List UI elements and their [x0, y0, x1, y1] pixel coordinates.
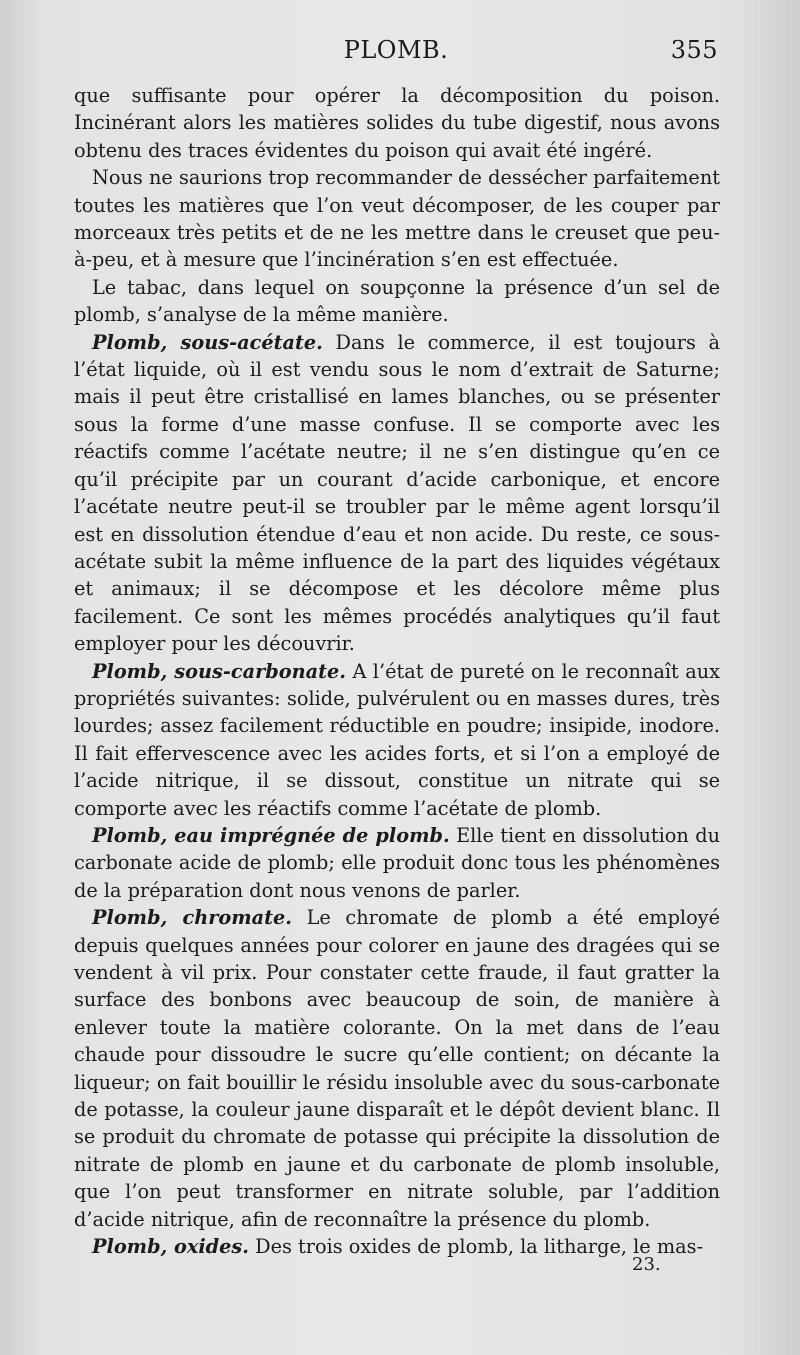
- paragraph-text: A l’état de pureté on le reconnaît aux propriétés suivantes: solide, pulvérulent ou en masses dures, très lourdes; assez facilement réductible en poudre; insipide, inodore. Il fait effervescence avec les acides forts, et si l’on a employé de l’acide nitrique, il se dissout, constitue un nitrate qui se comporte avec les réactifs comme l’acétate de plomb.: [74, 659, 720, 820]
- paragraph: [74, 904, 720, 1233]
- signature-mark: 23.: [632, 1254, 661, 1275]
- paragraph: [74, 274, 720, 329]
- paragraph: [74, 164, 720, 274]
- paragraph-text: Nous ne saurions trop recommander de dessécher parfaitement toutes les matières que l’on veut décomposer, de les couper par morceaux très petits et de ne les mettre dans le creuset que peu-à-peu, et à mesure que l’incinération s’en est effectuée.: [74, 166, 720, 272]
- entry-heading: Plomb, chromate.: [92, 906, 293, 930]
- paragraph: [74, 1233, 720, 1260]
- paragraph: [74, 82, 720, 164]
- entry-heading: Plomb, eau imprégnée de plomb.: [92, 823, 450, 847]
- paragraph: [74, 329, 720, 658]
- paragraph: [74, 822, 720, 904]
- running-title: PLOMB.: [343, 36, 449, 64]
- paragraph-text: Le chromate de plomb a été employé depuis quelques années pour colorer en jaune des dragées qui se vendent à vil prix. Pour constater cette fraude, il faut gratter la surface des bonbons avec beaucoup de soin, de manière à enlever toute la matière colorante. On la met dans de l’eau chaude pour dissoudre le sucre qu’elle contient; on décante la liqueur; on fait bouillir le résidu insoluble avec du sous-carbonate de potasse, la couleur jaune disparaît et le dépôt devient blanc. Il se produit du chromate de potasse qui précipite la dissolution de nitrate de plomb en jaune et du carbonate de plomb insoluble, que l’on peut transformer en nitrate soluble, par l’addition d’acide nitrique, afin de reconnaître la présence du plomb.: [74, 906, 720, 1231]
- paragraph-text: Le tabac, dans lequel on soupçonne la présence d’un sel de plomb, s’analyse de la même manière.: [74, 275, 720, 327]
- page-number: 355: [670, 36, 718, 64]
- paragraph-text: Des trois oxides de plomb, la litharge, le mas-: [249, 1235, 704, 1259]
- entry-heading: Plomb, oxides.: [92, 1235, 249, 1259]
- paragraph-text: Dans le commerce, il est toujours à l’état liquide, où il est vendu sous le nom d’extrait de Saturne; mais il peut être cristallisé en lames blanches, ou se présenter sous la forme d’une masse confuse. Il se comporte avec les réactifs comme l’acétate neutre; il ne s’en distingue qu’en ce qu’il précipite par un courant d’acide carbonique, et encore l’acétate neutre peut-il se troubler par le même agent lorsqu’il est en dissolution étendue d’eau et non acide. Du reste, ce sous-acétate subit la même influence de la part des liquides végétaux et animaux; il se décompose et les décolore même plus facilement. Ce sont les mêmes procédés analytiques qu’il faut employer pour les découvrir.: [74, 330, 720, 656]
- entry-heading: Plomb, sous-carbonate.: [92, 659, 347, 683]
- paragraph-text: que suffisante pour opérer la décomposition du poison. Incinérant alors les matières solides du tube digestif, nous avons obtenu des traces évidentes du poison qui avait été ingéré.: [74, 84, 720, 162]
- entry-heading: Plomb, sous-acétate.: [92, 330, 323, 354]
- paragraph-text: Elle tient en dissolution du carbonate acide de plomb; elle produit donc tous les phénomènes de la préparation dont nous venons de parler.: [74, 823, 720, 902]
- paragraph: [74, 658, 720, 822]
- body-text: [74, 82, 720, 1260]
- running-header: [74, 36, 718, 70]
